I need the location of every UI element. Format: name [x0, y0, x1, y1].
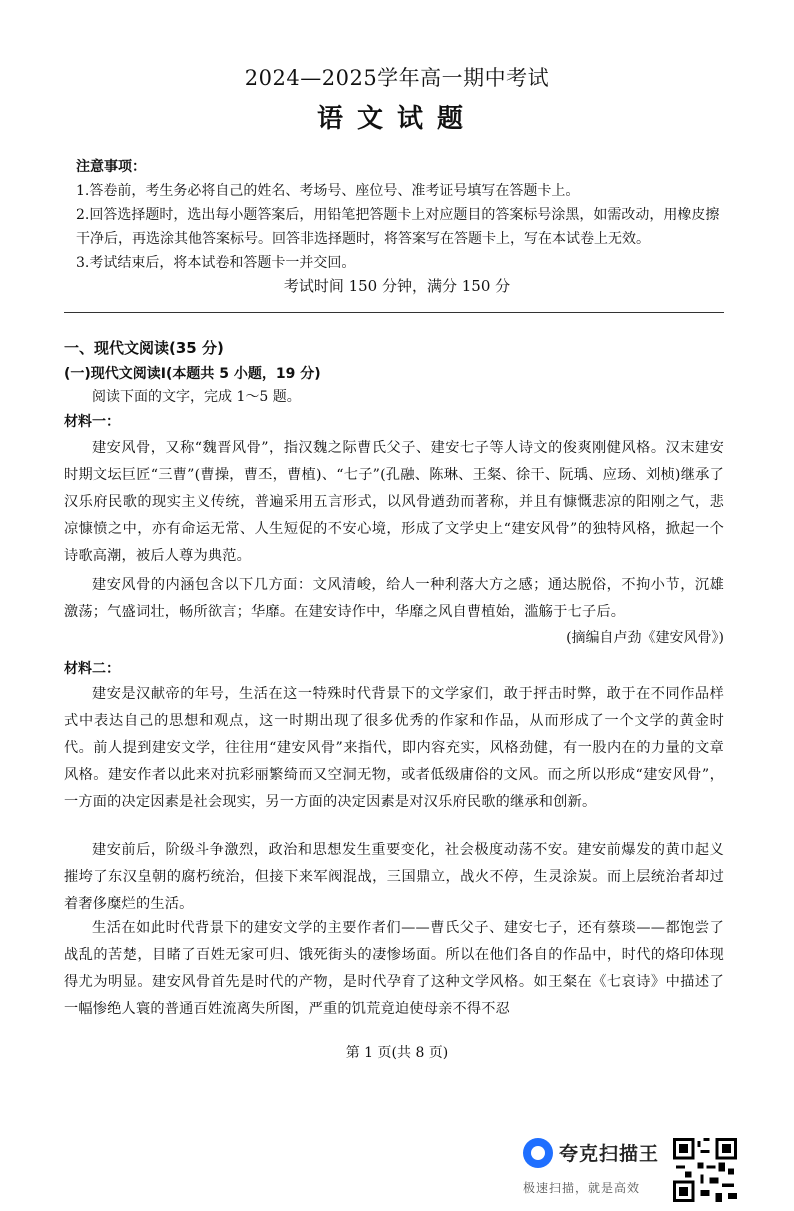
material-2-paragraph: 生活在如此时代背景下的建安文学的主要作者们——曹氏父子、建安七子，还有蔡琰——都饱尝了战乱的苦楚，目睹了百姓无家可归、饿死街头的凄惨场面。所以在他们各自的作品中，时代的烙印体现得尤为明显。建安风骨首先是时代的产物，是时代孕育了这种文学风格。如王粲在《七哀诗》中描述了一幅惨绝人寰的普通百姓流离失所图，严重的饥荒竟迫使母亲不得不忍 [64, 920, 724, 1017]
scanner-watermark [523, 1138, 743, 1202]
page-number: 第 1 页(共 8 页) [345, 1045, 449, 1061]
exam-time-score: 考试时间 150 分钟，满分 150 分 [283, 277, 511, 295]
reading-instruction: 阅读下面的文字，完成 1～5 题。 [92, 389, 301, 405]
material-1-label: 材料一： [64, 414, 120, 430]
material-2-paragraph: 建安是汉献帝的年号，生活在这一特殊时代背景下的文学家们，敢于抨击时弊，敢于在不同作品样式中表达自己的思想和观点，这一时期出现了很多优秀的作家和作品，从而形成了一个文学的黄金时代。前人提到建安文学，往往用“建安风骨”来指代，即内容充实，风格劲健，有一股内在的力量的文章风格。建安作者以此来对抗彩丽繁绮而又空洞无物，或者低级庸俗的文风。而之所以形成“建安风骨”，一方面的决定因素是社会现实，另一方面的决定因素是对汉乐府民歌的继承和创新。 [64, 686, 724, 810]
exam-title: 2024—2025学年高一期中考试 [244, 66, 550, 90]
material-2-label: 材料二： [64, 661, 120, 677]
material-1-paragraph: 建安风骨，又称“魏晋风骨”，指汉魏之际曹氏父子、建安七子等人诗文的俊爽刚健风格。汉末建安时期文坛巨匠“三曹”(曹操，曹丕，曹植)、“七子”(孔融、陈琳、王粲、徐干、阮瑀、应玚、刘桢)继承了汉乐府民歌的现实主义传统，普遍采用五言形式，以风骨遒劲而著称，并且有慷慨悲凉的阳刚之气，悲凉慷愤之中，亦有命运无常、人生短促的不安心境，形成了文学史上“建安风骨”的独特风格，掀起一个诗歌高潮，被后人尊为典范。 [64, 440, 724, 564]
material-1-citation: (摘编自卢劲《建安风骨》) [566, 630, 724, 646]
material-2-paragraph: 建安前后，阶级斗争激烈，政治和思想发生重要变化，社会极度动荡不安。建安前爆发的黄巾起义摧垮了东汉皇朝的腐朽统治，但接下来军阀混战，三国鼎立，战火不停，生灵涂炭。而上层统治者却过着奢侈糜烂的生活。 [64, 842, 724, 912]
quark-logo-icon [523, 1138, 553, 1168]
notice-item: 2.回答选择题时，选出每小题答案后，用铅笔把答题卡上对应题目的答案标号涂黑，如需改动，用橡皮擦干净后，再选涂其他答案标号。回答非选择题时，将答案写在答题卡上，写在本试卷上无效。 [76, 207, 720, 247]
material-1-paragraph: 建安风骨的内涵包含以下几方面：文风清峻，给人一种利落大方之感；通达脱俗，不拘小节，沉雄激荡；气盛词壮，畅所欲言；华靡。在建安诗作中，华靡之风自曹植始，滥觞于七子后。 [64, 577, 724, 620]
watermark-slogan: 极速扫描，就是高效 [523, 1181, 641, 1195]
qr-code-icon [673, 1138, 737, 1202]
divider [64, 312, 724, 313]
watermark-brand: 夸克扫描王 [559, 1143, 660, 1165]
section-heading: 一、现代文阅读(35 分) [64, 339, 224, 357]
subsection-heading: (一)现代文阅读Ⅰ(本题共 5 小题，19 分) [64, 366, 321, 382]
notice-item: 3.考试结束后，将本试卷和答题卡一并交回。 [76, 255, 356, 271]
notice-heading: 注意事项： [76, 159, 146, 175]
subject-title: 语文试题 [316, 104, 477, 134]
notice-item: 1.答卷前，考生务必将自己的姓名、考场号、座位号、准考证号填写在答题卡上。 [76, 183, 580, 199]
